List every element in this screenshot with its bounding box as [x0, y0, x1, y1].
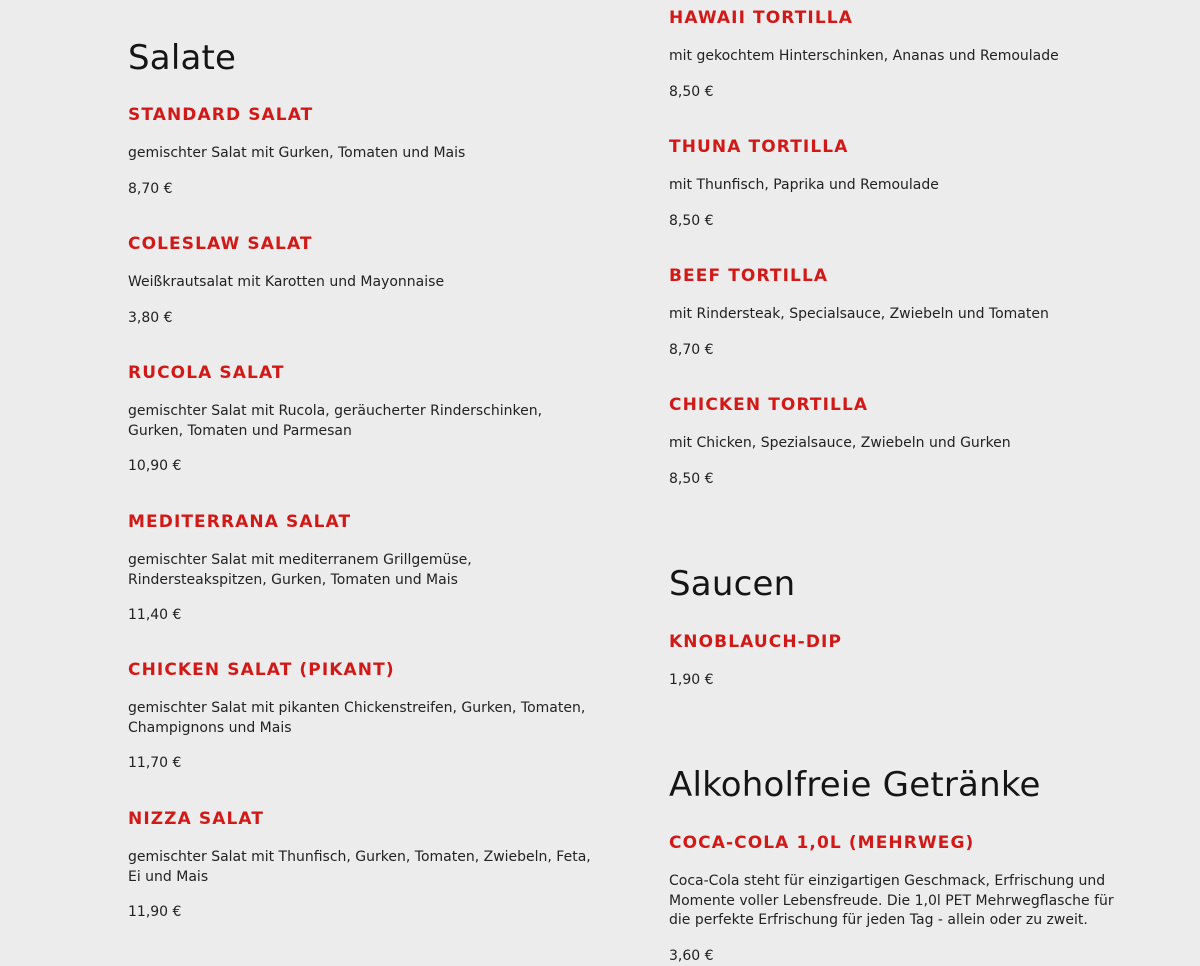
- item-description: gemischter Salat mit Thunfisch, Gurken, Tomaten, Zwiebeln, Feta, Ei und Mais: [128, 849, 591, 885]
- item-price: 8,70 €: [669, 341, 714, 358]
- menu-item: [669, 832, 1139, 966]
- menu-item: [128, 659, 598, 773]
- menu-item: [669, 265, 1139, 360]
- item-description: mit Rindersteak, Specialsauce, Zwiebeln und Tomaten: [669, 306, 1049, 322]
- menu-item: [128, 808, 598, 922]
- item-price: 8,70 €: [128, 180, 173, 197]
- item-price: 8,50 €: [669, 470, 714, 487]
- item-price: 11,70 €: [128, 755, 182, 771]
- item-description: mit Thunfisch, Paprika und Remoulade: [669, 177, 939, 193]
- item-price: 10,90 €: [128, 458, 182, 474]
- item-name: NIZZA SALAT: [128, 809, 265, 829]
- item-description: gemischter Salat mit pikanten Chickenstreifen, Gurken, Tomaten, Champignons und Mais: [128, 700, 586, 736]
- menu-item: [669, 136, 1139, 231]
- section-title-saucen: Saucen: [669, 564, 796, 604]
- item-description: mit gekochtem Hinterschinken, Ananas und Remoulade: [669, 48, 1059, 64]
- item-description: mit Chicken, Spezialsauce, Zwiebeln und Gurken: [669, 435, 1011, 451]
- item-name: COLESLAW SALAT: [128, 234, 313, 254]
- menu-item: [669, 394, 1139, 489]
- item-description: Weißkrautsalat mit Karotten und Mayonnaise: [128, 274, 445, 290]
- menu-item: [128, 511, 598, 625]
- menu-item: [669, 7, 1139, 102]
- item-description: Coca-Cola steht für einzigartigen Geschmack, Erfrischung und Momente voller Lebensfreude. Die 1,0l PET Mehrwegflasche für die perfekte Erfrischung für jeden Tag - allein oder zu zweit.: [669, 873, 1114, 928]
- menu-item: [128, 104, 598, 199]
- item-price: 11,90 €: [128, 904, 182, 920]
- item-name: THUNA TORTILLA: [669, 137, 849, 157]
- item-price: 8,50 €: [669, 83, 714, 100]
- item-name: RUCOLA SALAT: [128, 363, 285, 383]
- item-price: 8,50 €: [669, 212, 714, 229]
- item-name: STANDARD SALAT: [128, 105, 314, 125]
- item-name: COCA-COLA 1,0L (MEHRWEG): [669, 833, 975, 853]
- item-name: BEEF TORTILLA: [669, 266, 829, 286]
- item-description: gemischter Salat mit Gurken, Tomaten und Mais: [128, 145, 466, 161]
- item-price: 1,90 €: [669, 672, 714, 688]
- item-name: CHICKEN SALAT (PIKANT): [128, 660, 395, 680]
- menu-item: [128, 362, 598, 476]
- item-name: KNOBLAUCH-DIP: [669, 632, 843, 652]
- item-description: gemischter Salat mit mediterranem Grillgemüse, Rindersteakspitzen, Gurken, Tomaten und Mais: [128, 552, 472, 588]
- section-title-getraenke: Alkoholfreie Getränke: [669, 765, 1041, 805]
- item-description: gemischter Salat mit Rucola, geräucherter Rinderschinken, Gurken, Tomaten und Parmesan: [128, 403, 543, 439]
- item-price: 3,60 €: [669, 947, 714, 964]
- menu-item: [669, 631, 1139, 690]
- item-name: HAWAII TORTILLA: [669, 8, 853, 28]
- item-name: MEDITERRANA SALAT: [128, 512, 352, 532]
- item-name: CHICKEN TORTILLA: [669, 395, 869, 415]
- section-title-salate: Salate: [128, 38, 237, 78]
- item-price: 11,40 €: [128, 607, 182, 623]
- item-price: 3,80 €: [128, 309, 173, 326]
- menu-item: [128, 233, 598, 328]
